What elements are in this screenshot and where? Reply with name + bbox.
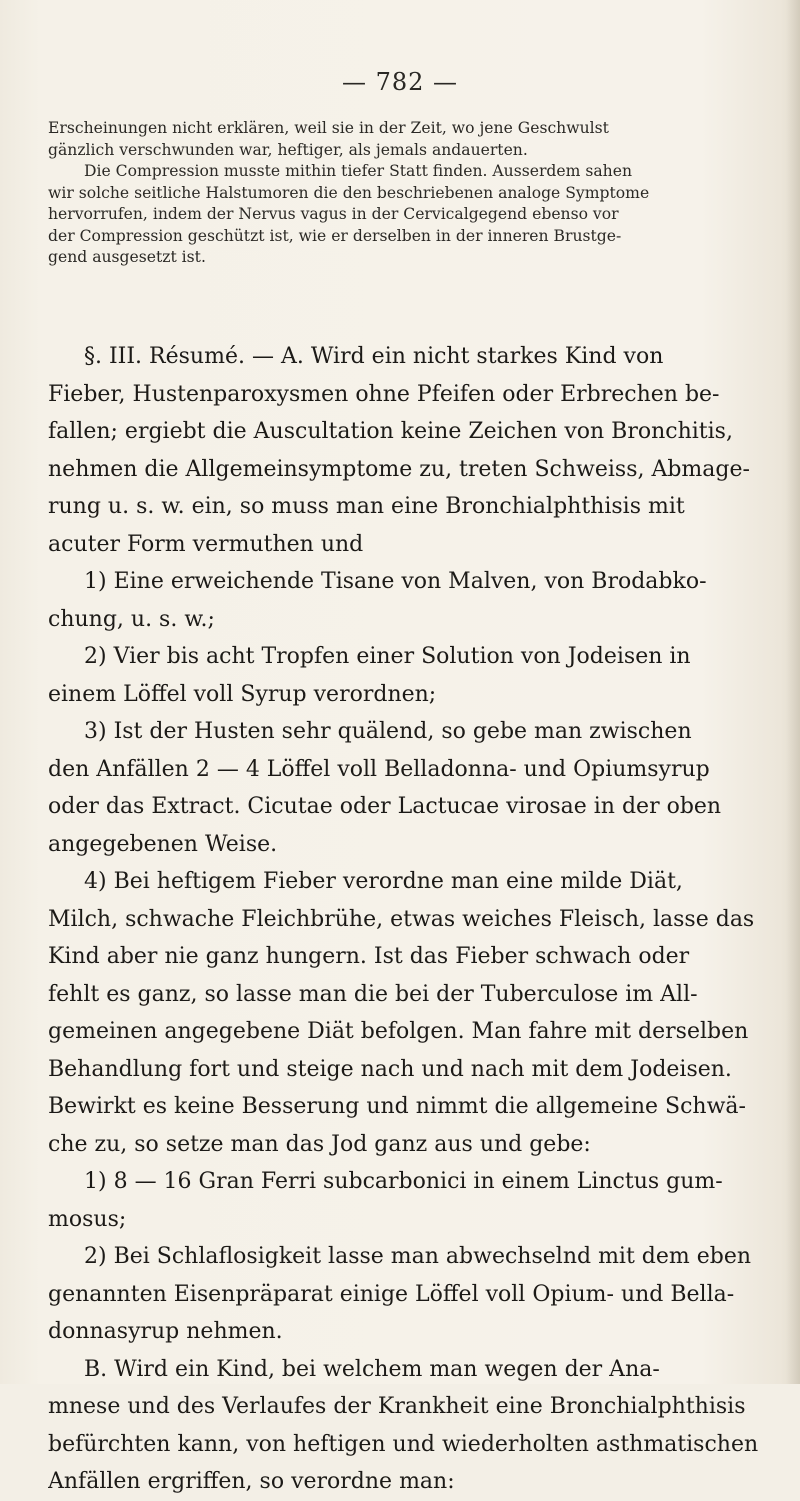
text-line: der Compression geschützt ist, wie er derselben in der inneren Brustge- — [48, 226, 622, 245]
list-item-line: 1) 8 — 16 Gran Ferri subcarbonici in einem Linctus gum- — [84, 1169, 723, 1194]
text-line: Fieber, Hustenparoxysmen ohne Pfeifen oder Erbrechen be- — [48, 381, 720, 407]
text-line: che zu, so setze man das Jod ganz aus und gebe: — [48, 1131, 591, 1157]
list-item-line: 3) Ist der Husten sehr quälend, so gebe man zwischen — [84, 719, 692, 744]
resume-section — [48, 338, 758, 1501]
text-line: fehlt es ganz, so lasse man die bei der Tuberculose im All- — [48, 981, 698, 1007]
text-line: Die Compression musste mithin tiefer Statt finden. Ausserdem sahen — [84, 162, 632, 180]
text-line: Erscheinungen nicht erklären, weil sie in der Zeit, wo jene Geschwulst — [48, 119, 609, 137]
text-line: genannten Eisenpräparat einige Löffel voll Opium- und Bella- — [48, 1281, 735, 1307]
text-line: wir solche seitliche Halstumoren die den beschriebenen analoge Symptome — [48, 183, 650, 202]
text-line: nehmen die Allgemeinsymptome zu, treten Schweiss, Abmage- — [48, 456, 750, 482]
text-line: mosus; — [48, 1206, 127, 1232]
text-line: Behandlung fort und steige nach und nach mit dem Jodeisen. — [48, 1056, 732, 1082]
text-line: Anfällen ergriffen, so verordne man: — [48, 1469, 455, 1494]
text-line: den Anfällen 2 — 4 Löffel voll Belladonna- und Opiumsyrup — [48, 756, 710, 782]
text-line: gänzlich verschwunden war, heftiger, als jemals andauerten. — [48, 140, 528, 159]
list-item-line: 2) Vier bis acht Tropfen einer Solution von Jodeisen in — [84, 644, 691, 669]
text-line: mnese und des Verlaufes der Krankheit eine Bronchialphthisis — [48, 1394, 746, 1419]
continued-paragraph — [48, 118, 758, 269]
page-number: — 782 — — [341, 68, 459, 96]
text-line: Milch, schwache Fleichbrühe, etwas weiches Fleisch, lasse das — [48, 906, 755, 932]
text-line: Kind aber nie ganz hungern. Ist das Fieber schwach oder — [48, 944, 690, 969]
text-line: rung u. s. w. ein, so muss man eine Bronchialphthisis mit — [48, 494, 685, 519]
list-item-line: 4) Bei heftigem Fieber verordne man eine milde Diät, — [84, 869, 683, 894]
list-item-line: 2) Bei Schlaflosigkeit lasse man abwechselnd mit dem eben — [84, 1244, 752, 1269]
list-item-line: 1) Eine erweichende Tisane von Malven, von Brodabko- — [84, 569, 707, 594]
text-line: chung, u. s. w.; — [48, 606, 215, 632]
section-heading-line: §. III. Résumé. — A. Wird ein nicht starkes Kind von — [84, 344, 664, 369]
text-line: fallen; ergiebt die Auscultation keine Zeichen von Bronchitis, — [48, 419, 733, 444]
text-line: acuter Form vermuthen und — [48, 531, 364, 557]
text-line: hervorrufen, indem der Nervus vagus in der Cervicalgegend ebenso vor — [48, 205, 619, 223]
text-line: gemeinen angegebene Diät befolgen. Man fahre mit derselben — [48, 1019, 749, 1044]
text-line: donnasyrup nehmen. — [48, 1319, 283, 1344]
text-line: Bewirkt es keine Besserung und nimmt die allgemeine Schwä- — [48, 1094, 746, 1119]
text-line: angegebenen Weise. — [48, 831, 278, 857]
page-edge-shadow — [786, 0, 800, 1384]
text-line: einem Löffel voll Syrup verordnen; — [48, 681, 437, 707]
text-line: befürchten kann, von heftigen und wiederholten asthmatischen — [48, 1431, 758, 1457]
text-line: oder das Extract. Cicutae oder Lactucae virosae in der oben — [48, 794, 722, 819]
text-line: gend ausgesetzt ist. — [48, 248, 206, 266]
subsection-line: B. Wird ein Kind, bei welchem man wegen der Ana- — [84, 1356, 660, 1382]
